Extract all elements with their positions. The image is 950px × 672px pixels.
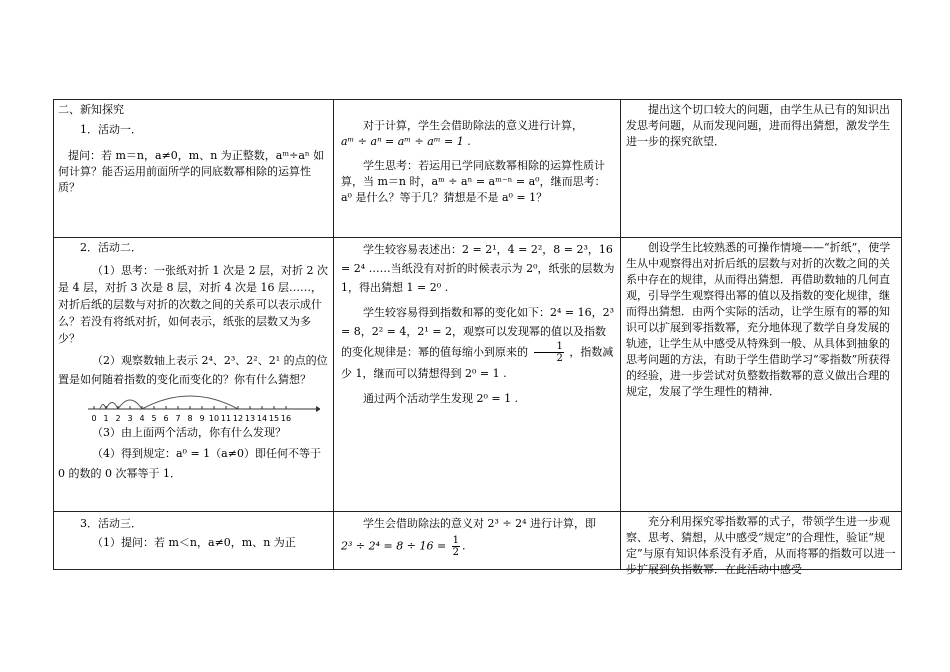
question-text: （2）观察数轴上表示 2⁴、2³、2²、2¹ 的点的位置是如何随着指数的变化而变化的？你有什么猜想？: [58, 354, 328, 386]
student-answer-text: 学生较容易表述出：2 = 2¹，4 = 2²，8 = 2³，16 = 2⁴ ……当纸没有对折的时候表示为 2⁰，纸张的层数为 1，得出猜想 1 = 2⁰ .: [341, 243, 615, 294]
student-calc-text: 对于计算，学生会借助除法的意义进行计算，: [363, 119, 583, 132]
formula-line: aᵐ ÷ aⁿ = aᵐ ÷ aᵐ = 1 .: [341, 135, 471, 148]
axis-tick-label: 3: [127, 414, 133, 423]
row2-col2: [341, 240, 615, 408]
question-text: 提问：若 m＝n，a≠0，m、n 为正整数，aᵐ÷aⁿ 如何计算？能否运用前面所学的同底数幂相除的运算性质？: [58, 149, 325, 194]
activity-title: 2．活动二．: [80, 241, 142, 254]
fraction-one-half: $\frac{1}{2}$: [534, 341, 564, 364]
student-answer-text: [341, 303, 615, 383]
question-text: （3）由上面两个活动，你有什么发现？: [92, 426, 286, 439]
row3-col1: [58, 514, 330, 552]
question-text: （1）思考：一张纸对折 1 次是 2 层，对折 2 次是 4 层，对折 3 次是 8 层，对折 4 次是 16 层……，对折后纸的层数与对折的次数之间的关系可以表示成什么？若没有将纸对折，如何表示，纸张的层数又为多少？: [58, 264, 328, 345]
activity-title: 3．活动三．: [80, 517, 142, 530]
axis-tick-label: 10: [208, 414, 220, 423]
axis-tick-label: 16: [280, 414, 292, 423]
fraction-one-half: $\frac{1}{2}$: [452, 535, 460, 558]
row-divider: [54, 511, 901, 512]
design-intent-text: 充分利用探究零指数幂的式子，带领学生进一步观察、思考、猜想，从中感受“规定”的合理性，验证“规定”与原有知识体系没有矛盾，从而将幂的指数可以进一步扩展到负指数幂．在此活动中感受: [626, 515, 896, 576]
row1-col3: [626, 102, 896, 150]
rule-text: （4）得到规定：a⁰ = 1（a≠0）即任何不等于 0 的数的 0 次幂等于 1．: [58, 447, 321, 480]
pattern-text: 学生较容易得到指数和幂的变化如下：2⁴ = 16，2³ = 8，2² = 4，2¹ = 2，观察可以发现幂的值以及指数的变化规律是：幂的值每缩小到原来的: [341, 306, 615, 359]
axis-tick-label: 6: [163, 414, 169, 423]
row3-col2: [341, 514, 615, 558]
student-calc-text: 学生会借助除法的意义对 2³ ÷ 2⁴ 进行计算，即: [363, 517, 597, 530]
row2-col3: [626, 240, 896, 400]
formula-line: 2³ ÷ 2⁴ = 8 ÷ 16 = $\frac{1}{2}$ .: [341, 535, 466, 558]
row1-col2: [341, 118, 615, 206]
row-divider: [54, 237, 901, 238]
axis-tick-label: 14: [256, 414, 268, 423]
row2-col1: [58, 240, 330, 484]
pattern-text: ，指数减少 1，继而可以猜想得到 2⁰ = 1 .: [341, 345, 614, 380]
axis-tick-label: 8: [187, 414, 193, 423]
axis-tick-label: 2: [115, 414, 121, 423]
axis-tick-label: 13: [244, 414, 256, 423]
section-heading: 二、新知探究: [58, 103, 124, 116]
axis-tick-label: 12: [232, 414, 244, 423]
axis-tick-label: 11: [220, 414, 232, 423]
conclusion-text: 通过两个活动学生发现 2⁰ = 1 .: [363, 392, 519, 405]
axis-tick-label: 1: [103, 414, 109, 423]
axis-tick-label: 9: [199, 414, 205, 423]
lesson-table: [53, 99, 902, 576]
design-intent-text: 创设学生比较熟悉的可操作情境——“折纸”，使学生从中观察得出对折后纸的层数与对折的次数之间的关系中存在的规律，从而得出猜想．再借助数轴的几何直观，引导学生观察得出幂的值以及指数的变化规律，继而得出猜想．由两个实际的活动，让学生原有的幂的知识可以扩展到零指数幂，充分地体现了数学自身发展的轨迹，让学生从中感受从特殊到一般、从具体到抽象的思考问题的方法，有助于学生借助学习“零指数”所获得的经验，进一步尝试对负整数指数幂的意义做出合理的规定，发展了学生理性的精神．: [626, 241, 891, 398]
number-line: [58, 393, 320, 423]
axis-tick-label: 5: [151, 414, 157, 423]
column-divider: [620, 100, 621, 569]
axis-tick-label: 15: [268, 414, 280, 423]
row1-col1: [58, 102, 330, 196]
design-intent-text: 提出这个切口较大的问题，由学生从已有的知识出发思考问题，从而发现问题，进而得出猜想，激发学生进一步的探究欲望．: [626, 103, 890, 148]
axis-tick-label: 4: [139, 414, 145, 423]
axis-tick-label: 0: [91, 414, 97, 423]
student-think-text: 学生思考：若运用已学同底数幂相除的运算性质计算，当 m＝n 时，aᵐ ÷ aⁿ = aᵐ⁻ⁿ = a⁰，继而思考：a⁰ 是什么？等于几？猜想是不是 a⁰ = 1？: [341, 159, 606, 204]
column-divider: [333, 100, 334, 569]
axis-tick-label: 7: [175, 414, 181, 423]
row3-col3: [626, 514, 896, 578]
question-text: （1）提问：若 m＜n，a≠0，m、n 为正: [92, 536, 296, 549]
activity-title: 1．活动一．: [80, 123, 142, 136]
